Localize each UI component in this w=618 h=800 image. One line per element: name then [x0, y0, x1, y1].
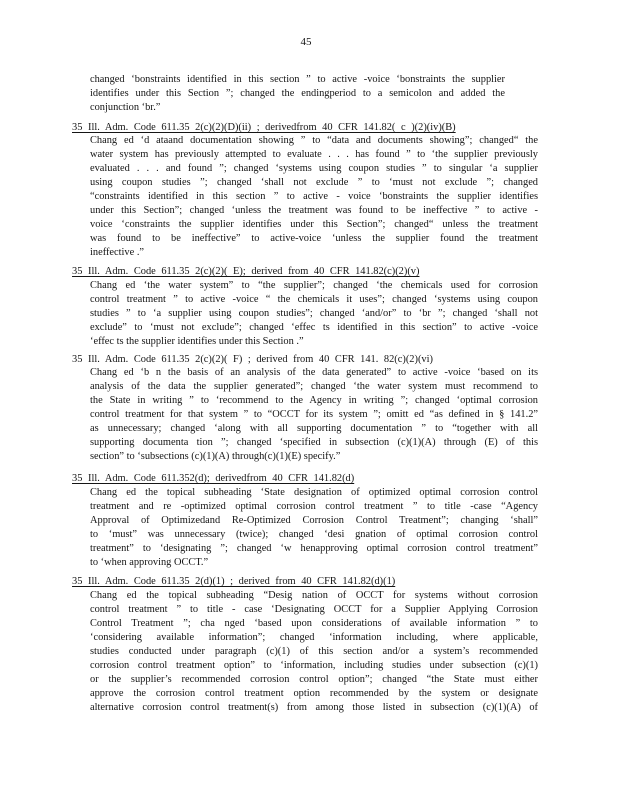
commentary-paragraph: [90, 366, 538, 464]
text-line: voice ‘constraints the supplier identifies under this Section”; changed“ unless the treatment: [90, 219, 538, 230]
citation-heading-text: 35 Ill. Adm. Code 611.35 2(c)(2)(D)(ii) ; derivedfrom 40 CFR 141.82( c )(2)(iv)(B): [72, 122, 456, 133]
text-line: Chang ed the topical subheading “Desig nation of OCCT for systems without corrosion: [90, 590, 538, 601]
citation-heading: [72, 353, 433, 367]
page-number: 45: [300, 36, 312, 48]
text-line: using coupon studies ”; changed ‘shall not exclude ” to ‘must not exclude ”; changed: [90, 177, 538, 188]
text-line: conjunction ‘br.”: [90, 102, 161, 113]
text-line: Approval of Optimizedand Re-Optimized Corrosion Control Treatment”; changing ‘shall”: [90, 515, 538, 526]
text-line: studies conducted under paragraph (c)(1) of this section and/or a system’s recommended: [90, 646, 538, 657]
text-line: ineffective .”: [90, 247, 145, 258]
text-line: treatment” to ‘designating ”; changed ‘w henapproving optimal corrosion control treatment”: [90, 543, 538, 554]
text-line: supporting documenta tion ”; changed ‘specified in subsection (c)(1)(A) through (E) of this: [90, 437, 538, 448]
text-line: control treatment for that system ” to “OCCT for its system ”; omitt ed “as defined in § 141.2”: [90, 409, 538, 420]
text-line: to ‘when approving OCCT.”: [90, 557, 209, 568]
citation-heading: [72, 121, 456, 135]
text-line: studies ” to ‘a supplier using coupon studies”; changed ‘and/or” to ‘br ”; changed ‘shall not: [90, 308, 538, 319]
continuation-paragraph: [90, 73, 505, 115]
text-line: treatment and re -optimized optimal corrosion control treatment ” to title -case “Agency: [90, 501, 538, 512]
text-line: evaluated . . . and found ”; changed ‘systems using coupon studies ” to singular ‘a supplier: [90, 163, 538, 174]
citation-heading: [72, 575, 395, 589]
text-line: water system has previously attempted to evaluate . . . has found ” to ‘the supplier previously: [90, 149, 538, 160]
text-line: control treatment ” to title - case ‘Designating OCCT for a Supplier Applying Corrosion: [90, 604, 538, 615]
text-line: Chang ed ‘d ataand documentation showing ” to “data and documents showing”; changed“ the: [90, 135, 538, 146]
text-line: ‘considering available information”; changed ‘information including, where applicable,: [90, 632, 538, 643]
citation-heading-text: 35 Ill. Adm. Code 611.35 2(c)(2)( F) ; derived from 40 CFR 141. 82(c)(2)(vi): [72, 354, 433, 365]
text-line: was found to be ineffective” to active-voice ‘unless the supplier found the treatment: [90, 233, 538, 244]
text-line: Chang ed ‘b n the basis of an analysis of the data generated” to active -voice ‘based on its: [90, 367, 538, 378]
commentary-paragraph: [90, 486, 538, 570]
citation-heading-text: 35 Ill. Adm. Code 611.35 2(c)(2)( E); derived from 40 CFR 141.82(c)(2)(v): [72, 266, 420, 277]
text-line: ‘effec ts the supplier identifies under this Section .”: [90, 336, 304, 347]
text-line: Control Treatment ”; cha nged ‘based upon considerations of available information ” to: [90, 618, 538, 629]
text-line: or the supplier’s recommended corrosion control option”; changed “the State must either: [90, 674, 538, 685]
text-line: corrosion control treatment option” to ‘information, including studies under subsection (c)(1): [90, 660, 538, 671]
text-line: as unnecessary; changed ‘along with all supporting documentation ” to “together with all: [90, 423, 538, 434]
text-line: analysis of the data the supplier generated”; changed ‘the water system must recommend to: [90, 381, 538, 392]
text-line: control treatment ” to active -voice “ the chemicals it uses”; changed ‘systems using coupon: [90, 294, 538, 305]
text-line: approve the corrosion control treatment option recommended by the system or designate: [90, 688, 538, 699]
commentary-paragraph: [90, 134, 538, 260]
text-line: “constraints identified in this section ” to active - voice ‘bonstraints the supplier identifies: [90, 191, 538, 202]
citation-heading-text: 35 Ill. Adm. Code 611.352(d); derivedfrom 40 CFR 141.82(d): [72, 473, 355, 484]
text-line: identifies under this Section ”; changed the endingperiod to a semicolon and added the: [90, 88, 505, 99]
commentary-paragraph: [90, 279, 538, 349]
citation-heading: [72, 472, 354, 486]
text-line: to ‘must” was unnecessary (twice); changed ‘desi gnation of optimal corrosion control: [90, 529, 538, 540]
citation-heading: [72, 265, 419, 279]
text-line: changed ‘bonstraints identified in this section ” to active -voice ‘bonstraints the supplier: [90, 74, 505, 85]
text-line: under this Section”; changed ‘unless the treatment was found to be ineffective ” to active -: [90, 205, 538, 216]
text-line: section” to ‘subsections (c)(1)(A) through(c)(1)(E) specify.”: [90, 451, 341, 462]
text-line: the State in writing ” to ‘recommend to the Agency in writing ”; changed ‘optimal corrosion: [90, 395, 538, 406]
text-line: Chang ed ‘the water system” to “the supplier”; changed ‘the chemicals used for corrosion: [90, 280, 538, 291]
text-line: alternative corrosion control treatment(s) from among those listed in subsection (c)(1)(A) of: [90, 702, 538, 713]
citation-heading-text: 35 Ill. Adm. Code 611.35 2(d)(1) ; derived from 40 CFR 141.82(d)(1): [72, 576, 396, 587]
text-line: Chang ed the topical subheading ‘State designation of optimized optimal corrosion control: [90, 487, 538, 498]
text-line: exclude” to ‘must not exclude”; changed ‘effec ts identified in this section” to active -voice: [90, 322, 538, 333]
commentary-paragraph: [90, 589, 538, 715]
